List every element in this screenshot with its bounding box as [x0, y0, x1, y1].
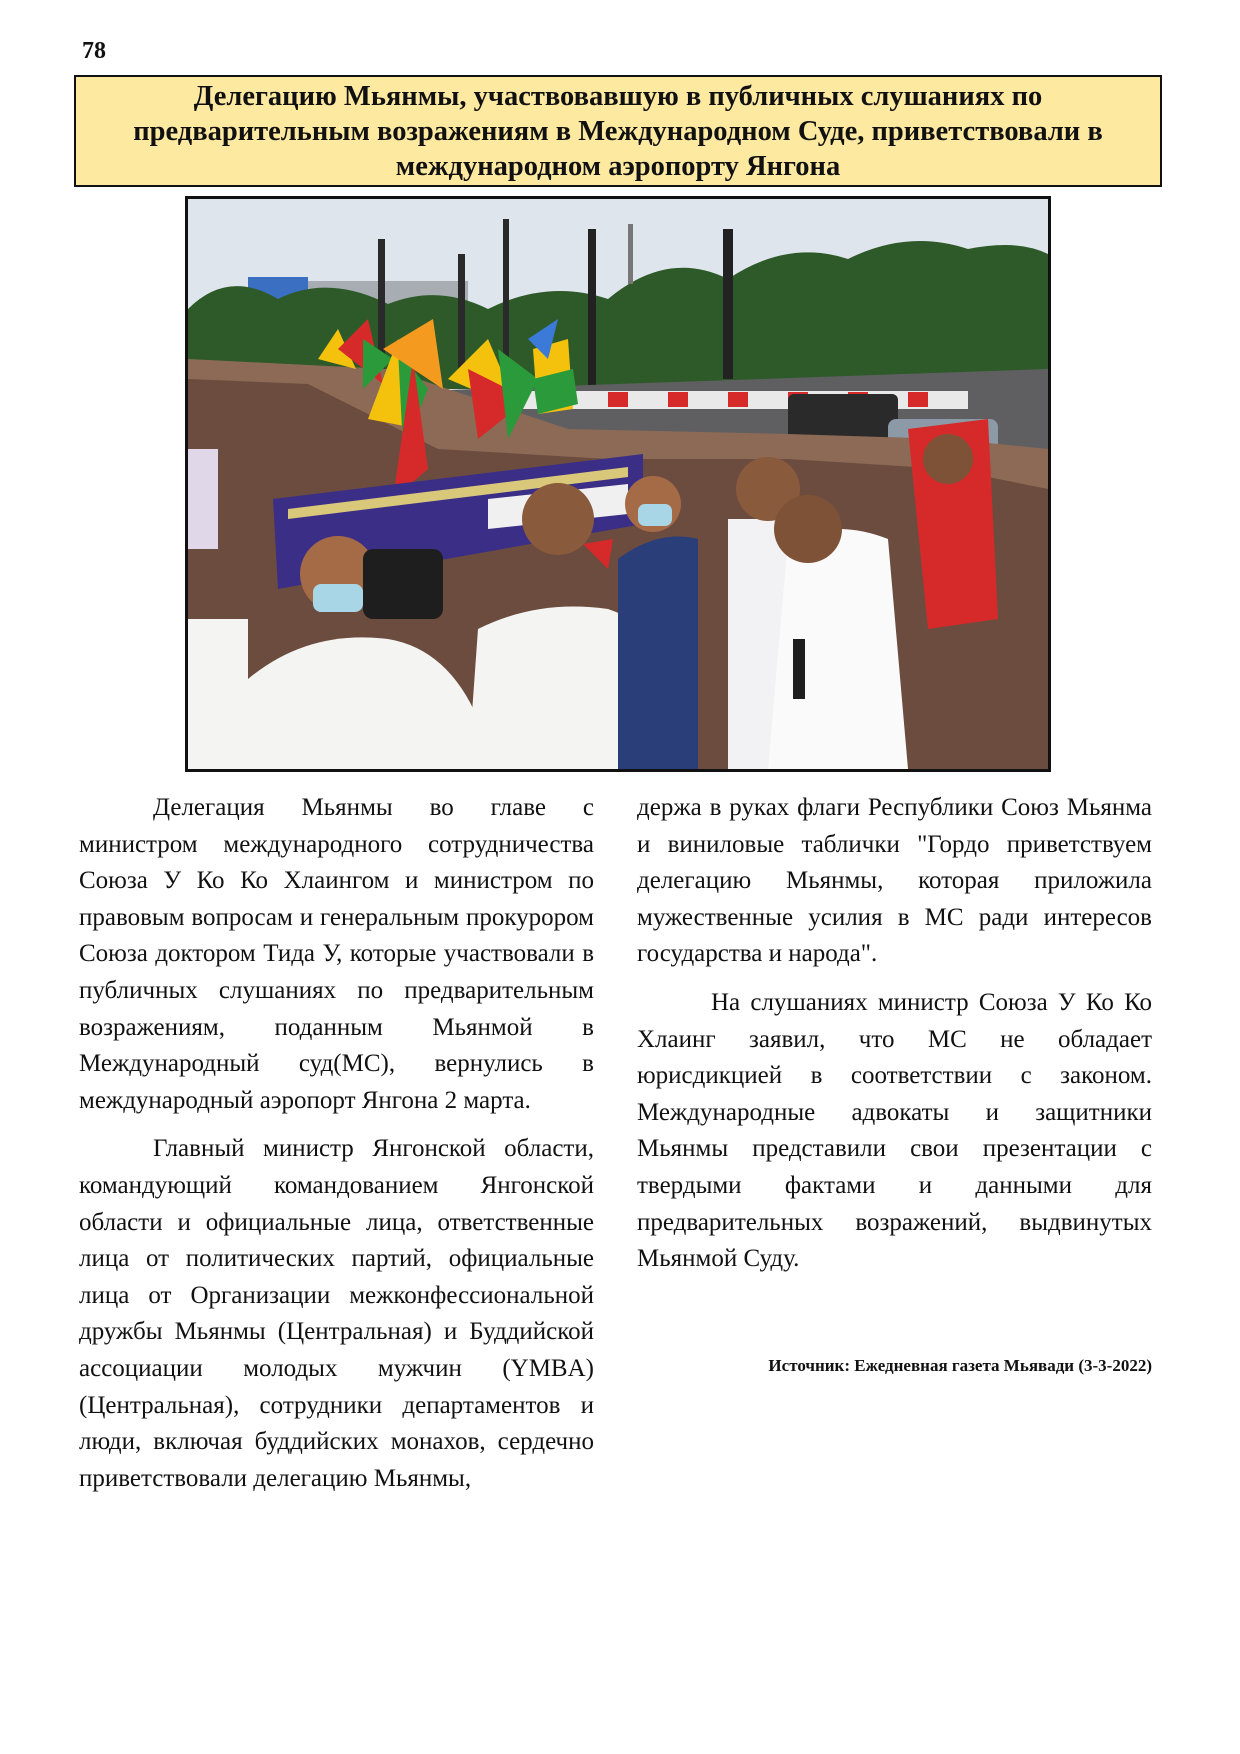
article-column-right — [637, 790, 1152, 1290]
headline-box — [74, 75, 1162, 187]
page-number: 78 — [82, 38, 106, 64]
news-photo — [185, 196, 1051, 772]
photo-illustration — [188, 199, 1048, 769]
article-paragraph-2: Главный министр Янгонской области, командующий командованием Янгонской области и официальные лица, ответственные лица от политических партий, официальные лица от Организации межконфессиональной дружбы Мьянмы (Центральная) и Буддийской ассоциации молодых мужчин (YMBA) (Центральная), сотрудники департаментов и люди, включая буддийских монахов, сердечно приветствовали делегацию Мьянмы, — [79, 1135, 594, 1492]
article-paragraph-4: На слушаниях министр Союза У Ко Ко Хлаинг заявил, что МС не обладает юрисдикцией в соответствии с законом. Международные адвокаты и защитники Мьянмы представили свои презентации с твердыми фактами и данными для предварительных возражений, выдвинутых Мьянмой Суду. — [637, 988, 1152, 1273]
headline: Делегацию Мьянмы, участвовавшую в публичных слушаниях по предварительным возражениям в Международном Суде, приветствовали в международном аэропорту Янгона — [133, 80, 1103, 182]
article-paragraph-3: держа в руках флаги Республики Союз Мьянма и виниловые таблички "Гордо приветствуем делегацию Мьянмы, которая приложила мужественные усилия в МС ради интересов государства и народа". — [637, 794, 1152, 968]
source-credit: Источник: Ежедневная газета Мьявади (3-3-2022) — [768, 1356, 1152, 1375]
article-paragraph-1: Делегация Мьянмы во главе с министром международного сотрудничества Союза У Ко Ко Хлаингом и министром по правовым вопросам и генеральным прокурором Союза доктором Тида У, которые участвовали в публичных слушаниях по предварительным возражениям, поданным Мьянмой в Международный суд(МС), вернулись в международный аэропорт Янгона 2 марта. — [79, 794, 594, 1114]
article-column-left — [79, 790, 594, 1509]
